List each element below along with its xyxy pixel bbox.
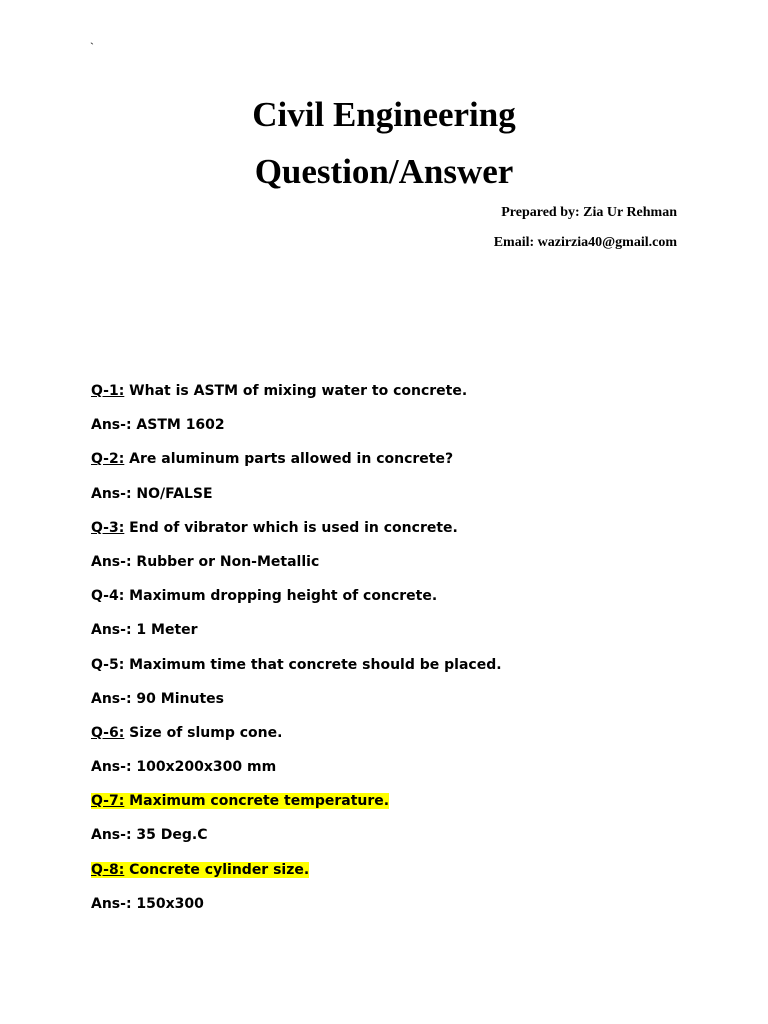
title-line-2: Question/Answer xyxy=(254,152,514,191)
question-label: Q-6: xyxy=(91,724,125,741)
question-text-wrap xyxy=(91,588,437,604)
question-2 xyxy=(91,448,691,482)
question-6 xyxy=(91,722,691,756)
question-5 xyxy=(91,654,691,688)
question-text-wrap xyxy=(91,451,453,467)
question-text-wrap xyxy=(91,383,467,399)
answer-5: Ans-: 90 Minutes xyxy=(91,690,224,707)
stray-tick-mark: ` xyxy=(90,40,94,54)
question-text: End of vibrator which is used in concrete. xyxy=(124,519,458,536)
answer-2: Ans-: NO/FALSE xyxy=(91,485,213,502)
question-text-wrap xyxy=(91,657,502,673)
question-text: Are aluminum parts allowed in concrete? xyxy=(124,451,454,468)
answer-4: Ans-: 1 Meter xyxy=(91,622,198,639)
question-label: Q-7: xyxy=(91,793,125,810)
question-text-wrap xyxy=(91,725,282,741)
question-8 xyxy=(91,859,691,893)
question-text-wrap xyxy=(91,862,309,878)
question-text: Maximum concrete temperature. xyxy=(124,793,390,810)
answer-1: Ans-: ASTM 1602 xyxy=(91,417,225,434)
question-text: Concrete cylinder size. xyxy=(124,861,310,878)
question-label: Q-2: xyxy=(91,451,125,468)
answer-7: Ans-: 35 Deg.C xyxy=(91,827,208,844)
question-label: Q-8: xyxy=(91,861,125,878)
qa-list xyxy=(91,380,691,927)
question-text: Size of slump cone. xyxy=(124,724,283,741)
question-text: Maximum dropping height of concrete. xyxy=(124,588,438,605)
question-1 xyxy=(91,380,691,414)
question-4 xyxy=(91,585,691,619)
answer-8: Ans-: 150x300 xyxy=(91,895,204,912)
question-label: Q-1: xyxy=(91,383,125,399)
question-label: Q-4: xyxy=(91,588,125,605)
question-label: Q-3: xyxy=(91,519,125,536)
question-text: Maximum time that concrete should be placed. xyxy=(124,656,502,673)
title-line-1: Civil Engineering xyxy=(252,95,516,134)
question-text-wrap xyxy=(91,520,458,536)
author-email: Email: wazirzia40@gmail.com xyxy=(493,235,677,250)
answer-6: Ans-: 100x200x300 mm xyxy=(91,759,277,776)
question-text: What is ASTM of mixing water to concrete. xyxy=(124,383,468,399)
question-7 xyxy=(91,790,691,824)
prepared-by: Prepared by: Zia Ur Rehman xyxy=(501,205,677,220)
answer-3: Ans-: Rubber or Non-Metallic xyxy=(91,553,320,570)
question-3 xyxy=(91,517,691,551)
question-text-wrap xyxy=(91,793,389,809)
question-label: Q-5: xyxy=(91,656,125,673)
